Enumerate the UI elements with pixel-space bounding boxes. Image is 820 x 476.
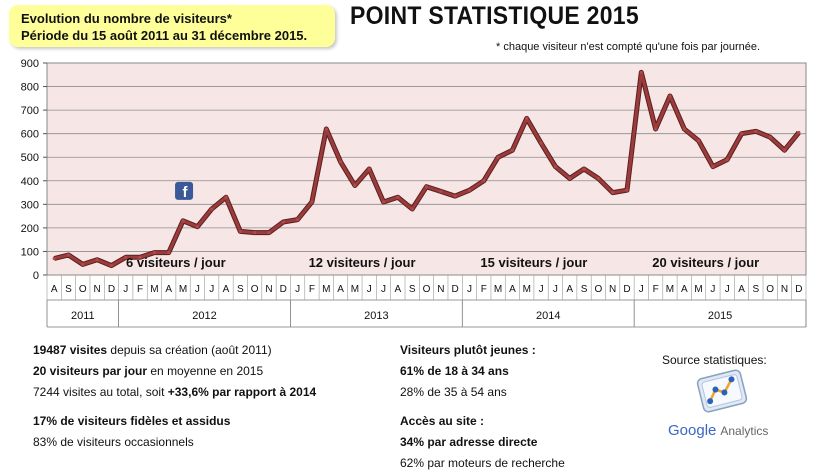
x-tick-label: O: [766, 284, 775, 295]
chart-annotation: 20 visiteurs / jour: [652, 255, 760, 270]
data-point: [582, 167, 585, 170]
x-tick-label: S: [236, 284, 244, 295]
stats-right: [400, 340, 565, 474]
stat-age-heading: Visiteurs plutôt jeunes :: [400, 343, 536, 357]
x-tick-label: O: [422, 284, 431, 295]
data-point: [797, 131, 800, 134]
data-point: [654, 127, 657, 130]
x-tick-label: A: [222, 284, 230, 295]
data-point: [267, 231, 270, 234]
chart-annotation: 15 visiteurs / jour: [480, 255, 588, 270]
data-point: [754, 130, 757, 133]
x-tick-label: A: [50, 284, 58, 295]
facebook-icon-glyph: f: [182, 183, 188, 201]
x-tick-label: J: [194, 284, 200, 295]
data-point: [253, 231, 256, 234]
x-tick-label: M: [493, 284, 503, 295]
x-tick-label: F: [137, 284, 144, 295]
x-tick-label: J: [209, 284, 215, 295]
year-label: 2012: [192, 310, 217, 322]
plot-area: [47, 63, 806, 275]
data-point: [196, 225, 199, 228]
data-point: [181, 219, 184, 222]
data-point: [325, 127, 328, 130]
data-point: [482, 179, 485, 182]
x-tick-label: A: [738, 284, 745, 295]
x-tick-label: S: [752, 284, 760, 295]
data-point: [740, 132, 743, 135]
data-point: [554, 165, 557, 168]
y-tick-label: 600: [20, 128, 39, 141]
data-point: [67, 253, 70, 256]
x-tick-label: M: [694, 284, 703, 295]
data-point: [396, 196, 399, 199]
x-tick-label: O: [594, 284, 603, 295]
x-tick-label: N: [437, 284, 445, 295]
x-tick-label: D: [107, 284, 116, 295]
x-tick-label: J: [552, 284, 558, 295]
x-tick-label: A: [680, 284, 688, 295]
year-label: 2013: [364, 310, 389, 322]
y-tick-label: 500: [20, 152, 39, 165]
data-point: [511, 149, 514, 152]
x-tick-label: A: [394, 284, 402, 295]
x-tick-label: J: [638, 284, 644, 295]
data-point: [224, 196, 227, 199]
page-title: POINT STATISTIQUE 2015: [350, 2, 639, 30]
chart-annotation: 6 visiteurs / jour: [126, 255, 226, 270]
subtitle-line-2: Période du 15 août 2011 au 31 décembre 2015.: [21, 28, 308, 43]
x-tick-label: M: [322, 284, 331, 295]
data-point: [539, 141, 542, 144]
stat-access-heading: Accès au site :: [400, 414, 485, 428]
stat-loyal-visitors: 17% de visiteurs fidèles et assidus: [33, 414, 231, 428]
x-tick-label: D: [795, 284, 803, 295]
data-point: [53, 257, 56, 260]
data-point: [81, 263, 84, 266]
data-point: [468, 189, 471, 192]
data-point: [353, 184, 356, 187]
data-point: [153, 251, 156, 254]
stat-search-engines: 62% par moteurs de recherche: [400, 456, 565, 470]
data-point: [683, 127, 686, 130]
data-point: [296, 218, 299, 221]
data-point: [726, 158, 729, 161]
data-point: [454, 194, 457, 197]
subtitle-line-1: Evolution du nombre de visiteurs*: [21, 11, 232, 26]
stat-occasional-visitors: 83% de visiteurs occasionnels: [33, 435, 194, 449]
google-wordmark: Google: [668, 422, 717, 439]
data-point: [439, 190, 442, 193]
stat-daily-visitors: 20 visiteurs par jour en moyenne en 2015: [33, 364, 264, 378]
data-point: [110, 264, 113, 267]
data-point: [210, 207, 213, 210]
x-tick-label: A: [165, 284, 173, 295]
data-point: [425, 185, 428, 188]
data-point: [382, 200, 385, 203]
y-tick-label: 900: [20, 58, 39, 70]
x-tick-label: M: [522, 284, 531, 295]
y-tick-label: 800: [20, 81, 39, 94]
y-tick-label: 200: [20, 222, 39, 235]
data-point: [783, 149, 786, 152]
data-point: [339, 160, 342, 163]
x-tick-label: N: [93, 284, 101, 295]
data-point: [239, 230, 242, 233]
data-point: [769, 136, 772, 139]
source-label: Source statistiques:: [662, 353, 767, 367]
x-tick-label: N: [609, 284, 617, 295]
stat-age-35-54: 28% de 35 à 54 ans: [400, 385, 507, 399]
x-tick-label: S: [65, 284, 72, 295]
x-tick-label: M: [350, 284, 360, 295]
x-tick-label: M: [150, 284, 159, 295]
x-tick-label: O: [78, 284, 87, 295]
x-tick-label: J: [123, 284, 129, 295]
data-point: [711, 165, 714, 168]
x-tick-label: A: [566, 284, 574, 295]
x-tick-label: M: [665, 284, 675, 295]
x-tick-label: A: [509, 284, 516, 295]
google-analytics-logo: [668, 422, 768, 439]
data-point: [310, 200, 313, 203]
analytics-wordmark: Analytics: [720, 424, 769, 438]
x-tick-label: S: [580, 284, 588, 295]
x-tick-label: D: [451, 284, 459, 295]
x-tick-label: J: [381, 284, 387, 295]
x-tick-label: O: [250, 284, 259, 295]
data-point: [597, 177, 600, 180]
y-tick-label: 400: [20, 175, 39, 188]
stat-direct-access: 34% par adresse directe: [400, 435, 538, 449]
x-tick-label: J: [710, 284, 716, 295]
google-analytics-icon: [694, 366, 750, 416]
data-point: [668, 94, 671, 97]
data-point: [611, 191, 614, 194]
data-point: [697, 139, 700, 142]
x-tick-label: D: [623, 284, 631, 295]
data-point: [625, 189, 628, 192]
x-tick-label: D: [279, 284, 287, 295]
x-tick-label: M: [178, 284, 188, 295]
data-point: [368, 167, 371, 170]
year-label: 2015: [707, 310, 733, 322]
data-point: [411, 207, 414, 210]
footnote: * chaque visiteur n'est compté qu'une fois par journée.: [496, 41, 761, 53]
stat-age-18-34: 61% de 18 à 34 ans: [400, 364, 509, 378]
x-tick-label: F: [480, 284, 487, 295]
x-tick-label: J: [538, 284, 544, 295]
x-tick-label: J: [295, 284, 301, 295]
data-point: [167, 251, 170, 254]
x-tick-label: J: [366, 284, 372, 295]
x-tick-label: N: [780, 284, 789, 295]
stat-total-visits: 19487 visites depuis sa création (août 2011): [33, 343, 272, 357]
stat-yearly-visits: 7244 visites au total, soit +33,6% par rapport à 2014: [33, 385, 317, 399]
x-tick-label: F: [308, 284, 315, 295]
year-label: 2011: [70, 310, 95, 322]
data-point: [282, 220, 285, 223]
x-tick-label: N: [265, 284, 273, 295]
data-point: [568, 177, 571, 180]
year-label: 2014: [535, 310, 561, 322]
x-tick-label: J: [724, 284, 730, 295]
x-tick-label: F: [652, 284, 659, 295]
x-tick-label: S: [408, 284, 416, 295]
chart-annotation: 12 visiteurs / jour: [308, 255, 416, 270]
y-tick-label: 300: [20, 199, 39, 212]
x-tick-label: A: [337, 284, 344, 295]
data-point: [640, 71, 643, 74]
data-point: [525, 117, 528, 120]
x-tick-label: J: [466, 284, 472, 295]
y-tick-label: 0: [32, 270, 39, 282]
stats-left: [33, 340, 316, 453]
data-point: [497, 156, 500, 159]
data-point: [96, 258, 99, 261]
y-tick-label: 700: [20, 105, 39, 118]
y-tick-label: 100: [20, 246, 39, 259]
